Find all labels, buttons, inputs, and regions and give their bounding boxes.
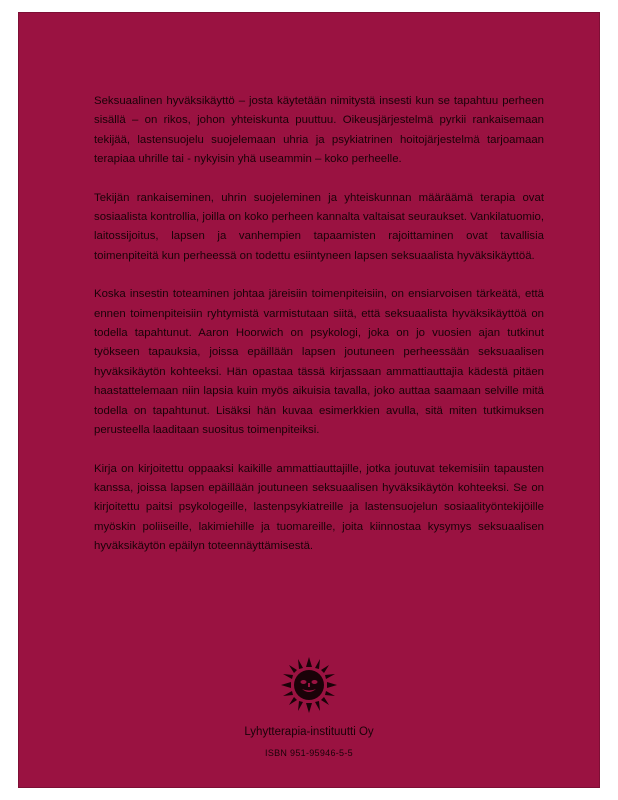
blurb-paragraph-3: Koska insestin toteaminen johtaa järeisiin toimenpiteisiin, on ensiarvoisen tärkeätä, että ennen toimenpiteisiin ryhtymistä varmistutaan siitä, että seksuaalista hyväksikäyttöä on todella tapahtunut. Aaron Hoorwich on psykologi, joka on jo vuosien ajan tutkinut työkseen tapauksia, joissa epäillään lapsen joutuneen perheessään seksuaalisen hyväksikäytön kohteeksi. Hän opastaa tässä kirjassaan ammattiauttajia kädestä pitäen haastattelemaan niin lapsia kuin myös aikuisia tavalla, joko auttaa saamaan selville mitä todella on tapahtunut. Lisäksi hän kuvaa esimerkkien avulla, sitä miten tutkimuksen perusteella laaditaan suositus toimenpiteiksi. bbox=[94, 288, 544, 437]
isbn: ISBN 951-95946-5-5 bbox=[265, 748, 353, 758]
publisher-name: Lyhytterapia-instituutti Oy bbox=[244, 726, 374, 738]
blurb-paragraph-4: Kirja on kirjoitettu oppaaksi kaikille ammattiauttajille, jotka joutuvat tekemisiin tapausten kanssa, joissa lapsen epäillään joutuneen seksuaalisen hyväksikäytön kohteeksi. Se on kirjoitettu paitsi psykologeille, lastenpsykiatreille ja lastensuojelun sosiaalityöntekijöille myöskin poliiseille, lakimiehille ja tuomareille, joita kiinnostaa kysymys seksuaalisen hyväksikäytön epäilyn toteennäyttämisestä. bbox=[94, 462, 544, 553]
blurb-paragraph-1: Seksuaalinen hyväksikäyttö – josta käytetään nimitystä insesti kun se tapahtuu perheen sisällä – on rikos, johon yhteiskunta puuttuu. Oikeusjärjestelmä pyrkii rankaisemaan tekijää, lastensuojelu suojelemaan uhria ja psykiatrinen hoitojärjestelmä tarjoamaan terapiaa uhrille tai - nykyisin yhä useammin – koko perheelle. bbox=[94, 95, 544, 166]
sun-face-icon bbox=[281, 657, 337, 713]
blurb-paragraph-2: Tekijän rankaiseminen, uhrin suojeleminen ja yhteiskunnan määräämä terapia ovat sosiaalista kontrollia, joilla on koko perheen kannalta valtaisat seuraukset. Vankilatuomio, laitossijoitus, lapsen ja vanhempien tapaamisten rajoittaminen ovat tavallisia toimenpiteitä kun perheessä on todettu esiintyneen lapsen seksuaalista hyväksikäyttöä. bbox=[94, 191, 544, 262]
blurb-text bbox=[94, 92, 544, 576]
